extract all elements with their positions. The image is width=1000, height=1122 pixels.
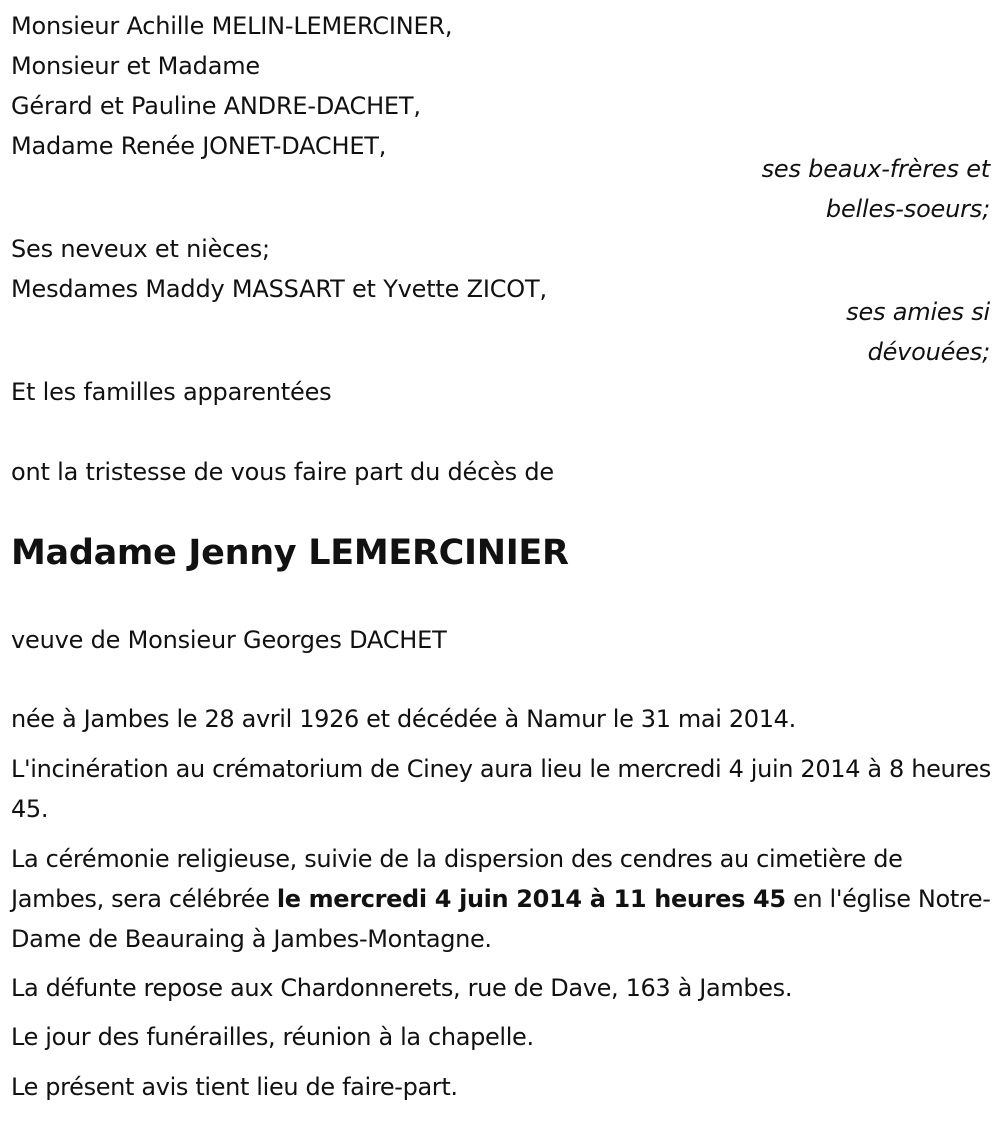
in-laws-relation-line-2: belles-soeurs; — [825, 195, 990, 223]
ceremony-text-before: La cérémonie religieuse, suivie de la dispersion des cendres au cimetière de Jambes, sera célébrée — [11, 845, 903, 913]
deceased-name: Madame Jenny LEMERCINIER — [11, 533, 569, 573]
birth-death: née à Jambes le 28 avril 1926 et décédée à Namur le 31 mai 2014. — [11, 705, 796, 733]
in-laws-relation-line-1: ses beaux-frères et — [761, 155, 990, 183]
friends-relation-line-1: ses amies si — [846, 298, 990, 326]
widow-of: veuve de Monsieur Georges DACHET — [11, 626, 447, 654]
announcement: ont la tristesse de vous faire part du décès de — [11, 458, 554, 486]
notice-info: Le présent avis tient lieu de faire-part. — [11, 1073, 458, 1101]
funeral-day-info: Le jour des funérailles, réunion à la chapelle. — [11, 1023, 534, 1051]
ceremony-text-after: en l'église Notre-Dame de Beauraing à Jambes-Montagne. — [11, 885, 991, 953]
nephews-nieces: Ses neveux et nièces; — [11, 235, 270, 263]
in-law-line-1: Monsieur Achille MELIN-LEMERCINER, — [11, 12, 453, 40]
friends: Mesdames Maddy MASSART et Yvette ZICOT, — [11, 275, 547, 303]
in-law-line-3: Gérard et Pauline ANDRE-DACHET, — [11, 92, 421, 120]
friends-relation-line-2: dévouées; — [867, 338, 990, 366]
ceremony-info — [11, 839, 996, 959]
ceremony-date-time: le mercredi 4 juin 2014 à 11 heures 45 — [276, 885, 786, 913]
related-families: Et les familles apparentées — [11, 378, 332, 406]
resting-place: La défunte repose aux Chardonnerets, rue de Dave, 163 à Jambes. — [11, 974, 793, 1002]
cremation-info: L'incinération au crématorium de Ciney aura lieu le mercredi 4 juin 2014 à 8 heures 45. — [11, 755, 991, 823]
in-law-line-2: Monsieur et Madame — [11, 52, 260, 80]
in-law-line-4: Madame Renée JONET-DACHET, — [11, 132, 387, 160]
